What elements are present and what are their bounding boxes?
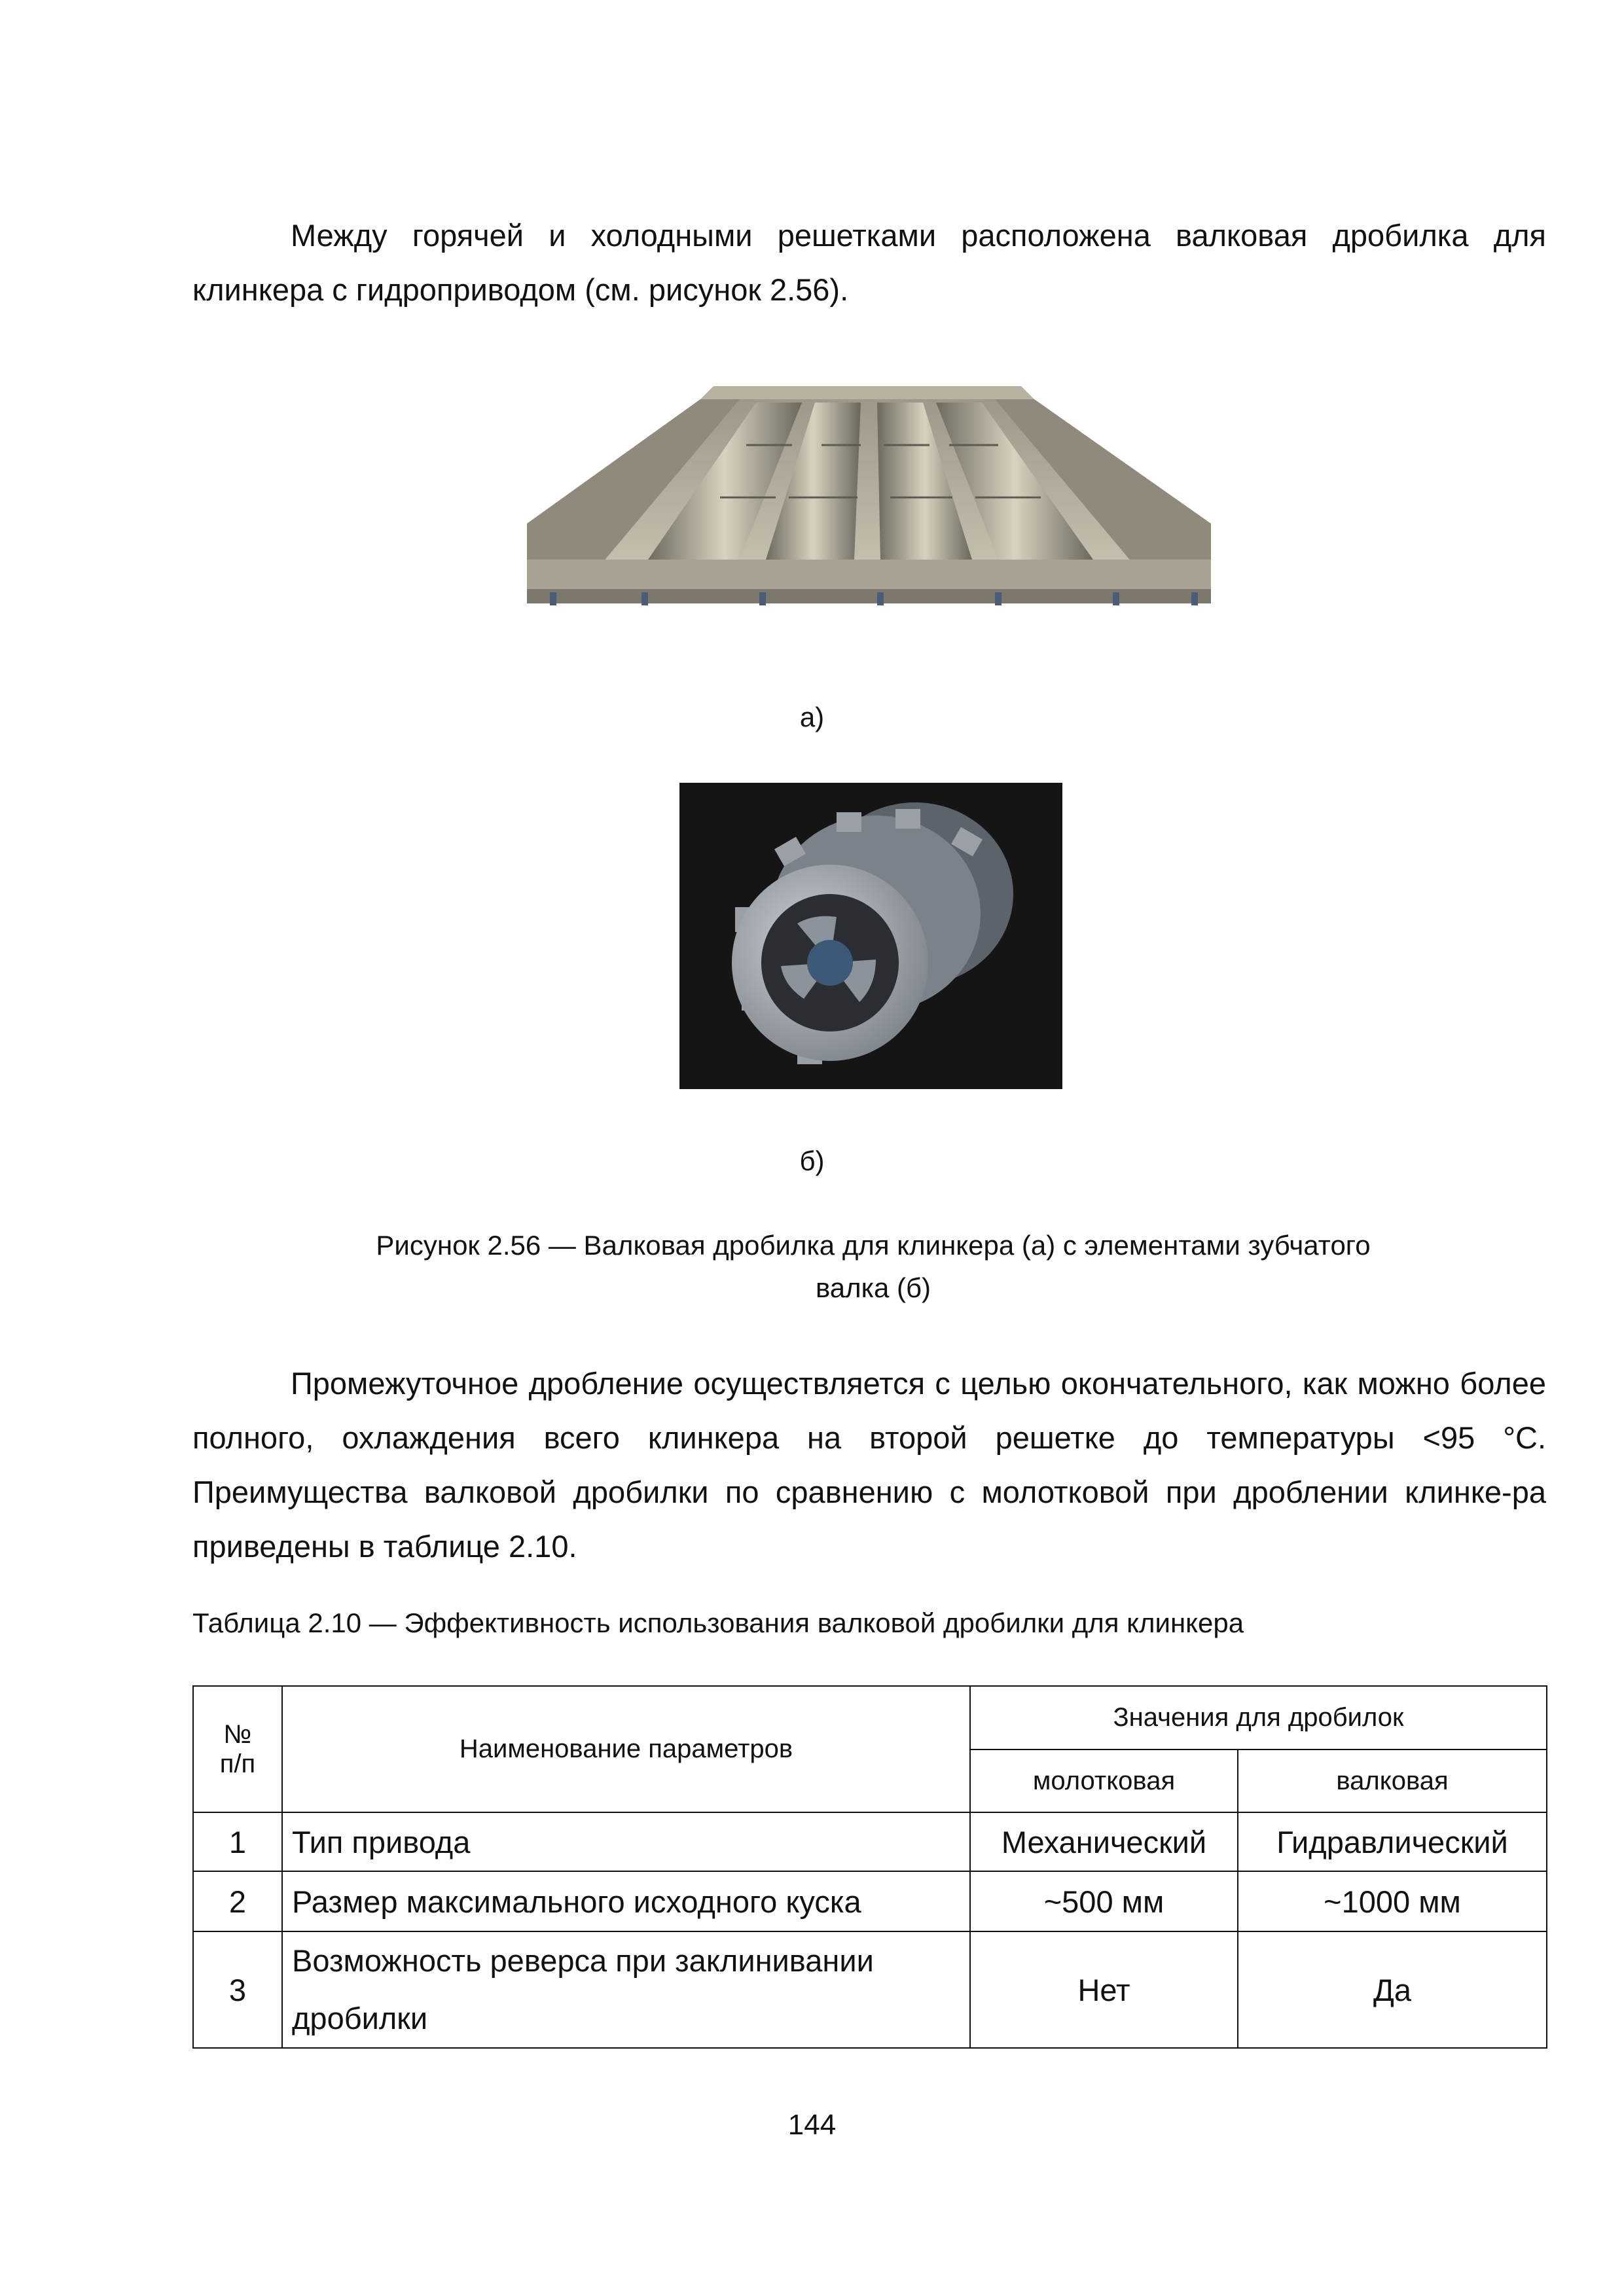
crusher-comparison-table bbox=[192, 1685, 1547, 2049]
figure-caption bbox=[196, 1224, 1550, 1309]
row-roller-value: Гидравлический bbox=[1238, 1812, 1547, 1871]
header-hammer: молотковая bbox=[970, 1749, 1238, 1812]
row-param-line1: Возможность реверса при заклинивании bbox=[292, 1943, 874, 1978]
header-param: Наименование параметров bbox=[282, 1686, 970, 1812]
figure-label-a: а) bbox=[799, 702, 825, 732]
page-number: 144 bbox=[787, 2109, 837, 2141]
table-row bbox=[193, 1812, 1547, 1871]
row-hammer-value: ~500 мм bbox=[970, 1871, 1238, 1931]
table-row bbox=[193, 1931, 1547, 2048]
row-param: Размер максимального исходного куска bbox=[282, 1871, 970, 1931]
header-values: Значения для дробилок bbox=[970, 1686, 1547, 1749]
row-hammer-value: Нет bbox=[970, 1931, 1238, 2048]
header-num-line1: № bbox=[223, 1719, 252, 1749]
figure-caption-line1: Рисунок 2.56 — Валковая дробилка для клинкера (а) с элементами зубчатого bbox=[376, 1230, 1371, 1261]
figure-label-b: б) bbox=[799, 1145, 825, 1176]
header-roller: валковая bbox=[1238, 1749, 1547, 1812]
row-param: Тип привода bbox=[282, 1812, 970, 1871]
paragraph-intermediate-crushing: Промежуточное дробление осуществляется с целью окончательного, как можно более полного, охлаждения всего клинкера на второй решетке до температуры <95 °С. Преимущества валковой дробилки по сравнению с молотковой при дроблении клинке-ра приведены в таблице 2.10. bbox=[192, 1366, 1546, 1564]
paragraph-intro: Между горячей и холодными решетками расположена валковая дробилка для клинкера с гидроприводом (см. рисунок 2.56). bbox=[192, 218, 1546, 307]
row-num: 3 bbox=[193, 1931, 282, 2048]
row-num: 2 bbox=[193, 1871, 282, 1931]
row-roller-value: ~1000 мм bbox=[1238, 1871, 1547, 1931]
row-roller-value: Да bbox=[1238, 1931, 1547, 2048]
row-hammer-value: Механический bbox=[970, 1812, 1238, 1871]
header-num-line2: п/п bbox=[219, 1749, 256, 1778]
table-row bbox=[193, 1871, 1547, 1931]
figure-caption-line2: валка (б) bbox=[815, 1272, 931, 1303]
row-param-line2: дробилки bbox=[292, 2001, 428, 2036]
toothed-roll-element-photo bbox=[679, 783, 1062, 1089]
header-num bbox=[193, 1686, 282, 1812]
row-num: 1 bbox=[193, 1812, 282, 1871]
roller-crusher-photo bbox=[524, 367, 1218, 628]
row-param bbox=[282, 1931, 970, 2048]
table-title: Таблица 2.10 — Эффективность использования валковой дробилки для клинкера bbox=[192, 1607, 1244, 1638]
